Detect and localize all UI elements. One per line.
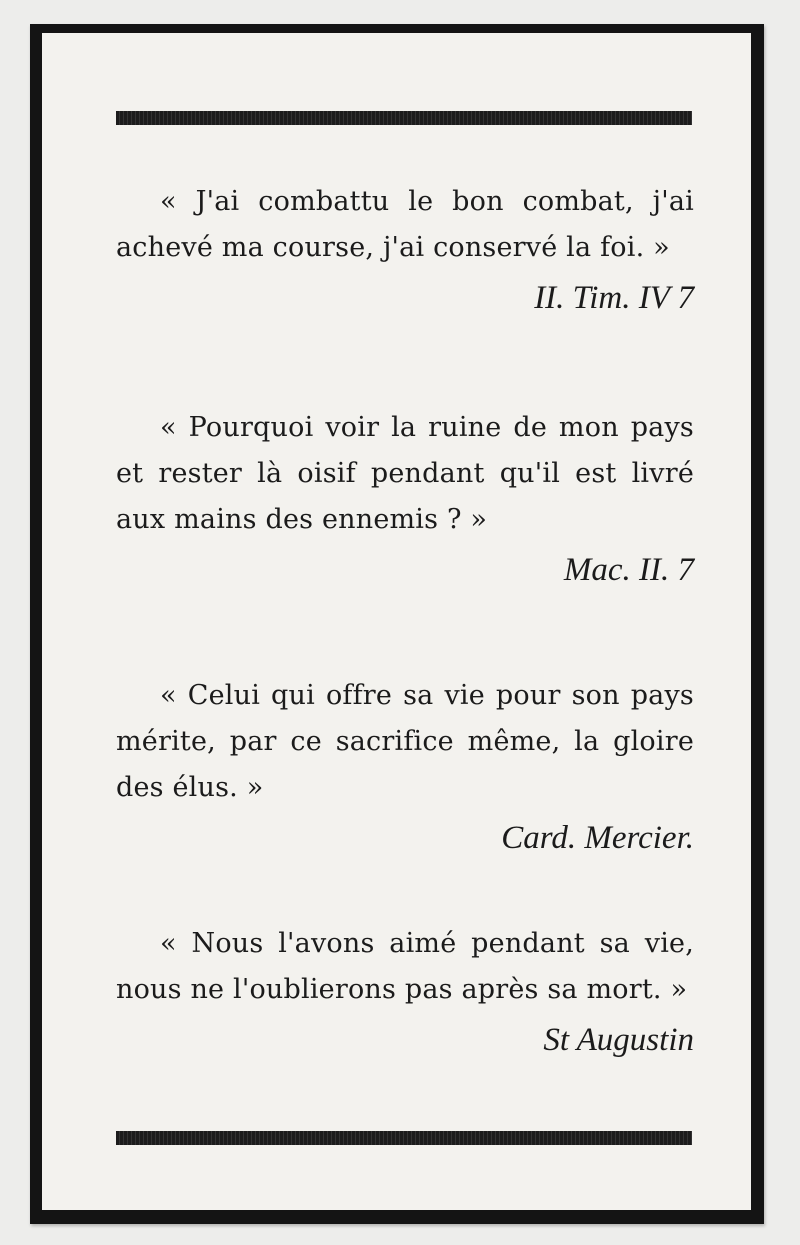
quote-4	[116, 921, 694, 1063]
bottom-decorative-rule	[116, 1131, 692, 1145]
quote-1	[116, 179, 694, 321]
quote-3	[116, 673, 694, 861]
quote-4-attribution: St Augustin	[543, 1022, 694, 1058]
top-decorative-rule	[116, 111, 692, 125]
quote-3-attribution: Card. Mercier.	[501, 820, 694, 856]
quote-4-text: « Nous l'avons aimé pendant sa vie, nous ne l'oublierons pas après sa mort. »	[116, 928, 694, 1005]
quote-1-text: « J'ai combattu le bon combat, j'ai achevé ma course, j'ai conservé la foi. »	[116, 186, 694, 263]
quote-2-text: « Pourquoi voir la ruine de mon pays et rester là oisif pendant qu'il est livré aux mains des ennemis ? »	[116, 412, 694, 535]
quote-2-attribution: Mac. II. 7	[563, 552, 694, 588]
memorial-card	[30, 24, 764, 1224]
quote-1-attribution: II. Tim. IV 7	[534, 280, 694, 316]
quote-3-text: « Celui qui offre sa vie pour son pays mérite, par ce sacrifice même, la gloire des élus. »	[116, 680, 694, 803]
quote-2	[116, 405, 694, 593]
